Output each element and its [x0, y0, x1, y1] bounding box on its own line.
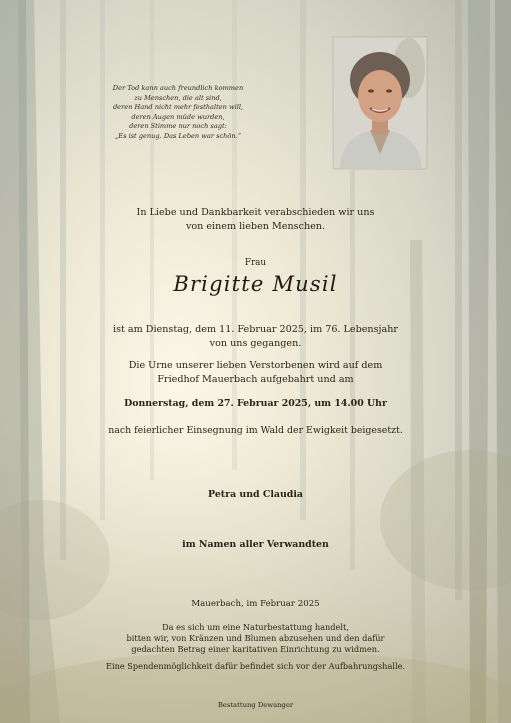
salutation: Frau [244, 258, 267, 268]
burial-note-line: Da es sich um eine Naturbestattung handelt, [162, 622, 349, 632]
poem-line: Der Tod kann auch freundlich kommen [112, 84, 244, 92]
urn-notice-line: Friedhof Mauerbach aufgebahrt und am [157, 374, 354, 385]
intro-text [0, 206, 511, 234]
urn-notice [0, 359, 511, 387]
poem-line: deren Hand nicht mehr festhalten will, [112, 103, 244, 112]
burial-note-line: gedachten Betrag einer karitativen Einrichtung zu widmen. [131, 644, 380, 654]
place-date: Mauerbach, im Februar 2025 [191, 599, 320, 609]
poem-line: deren Augen müde wurden, [131, 112, 225, 121]
undertaker: Bestattung Dewanger [217, 701, 294, 709]
poem-line: zu Menschen, die alt sind, [134, 93, 222, 102]
burial-note [0, 622, 511, 655]
urn-notice-line: Die Urne unserer lieben Verstorbenen wird auf dem [128, 360, 383, 371]
donation-note: Eine Spendenmöglichkeit dafür befindet sich vor der Aufbahrungshalle. [105, 661, 406, 671]
relatives: im Namen aller Verwandten [182, 539, 329, 550]
death-notice-line: ist am Dienstag, dem 11. Februar 2025, im 76. Lebensjahr [113, 324, 398, 335]
mourners: Petra und Claudia [208, 489, 303, 500]
ceremony-text: nach feierlicher Einsegnung im Wald der Ewigkeit beigesetzt. [108, 425, 403, 436]
intro-line: In Liebe und Dankbarkeit verabschieden wir uns [136, 207, 375, 218]
burial-note-line: bitten wir, von Kränzen und Blumen abzusehen und den dafür [126, 633, 385, 643]
poem-line: „Es ist genug. Das Leben war schön.“ [114, 131, 242, 140]
ceremony-date: Donnerstag, dem 27. Februar 2025, um 14.00 Uhr [124, 398, 387, 409]
death-notice-line: von uns gegangen. [209, 337, 302, 349]
deceased-name: Brigitte Musil [173, 272, 338, 296]
poem [88, 84, 268, 142]
portrait-photo [333, 37, 427, 169]
intro-line: von einem lieben Menschen. [185, 221, 326, 232]
poem-line: deren Stimme nur noch sagt: [129, 122, 227, 131]
death-notice [0, 323, 511, 350]
